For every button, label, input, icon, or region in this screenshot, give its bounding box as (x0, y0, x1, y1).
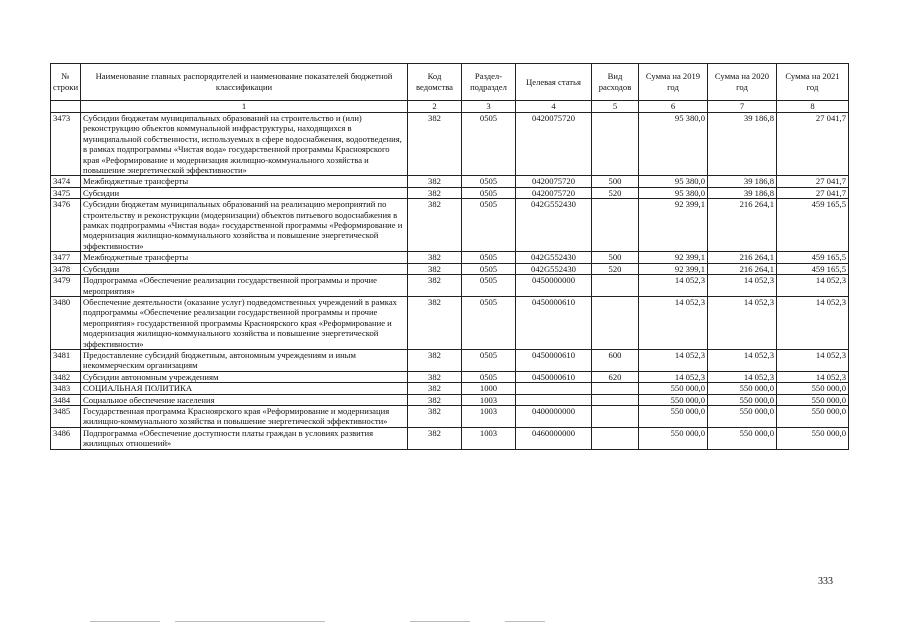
sum-2021: 550 000,0 (777, 405, 849, 427)
expense-type: 520 (592, 187, 639, 198)
row-number: 3474 (51, 176, 81, 187)
sum-2020: 550 000,0 (708, 405, 777, 427)
table-row (51, 349, 849, 371)
sum-2021: 459 165,5 (777, 263, 849, 274)
header-sum-2021: Сумма на 2021 год (777, 64, 849, 101)
sum-2019: 95 380,0 (639, 176, 708, 187)
sum-2021: 550 000,0 (777, 427, 849, 449)
section-code: 0505 (462, 275, 516, 297)
expense-type (592, 113, 639, 176)
department-code: 382 (408, 176, 462, 187)
department-code: 382 (408, 113, 462, 176)
department-code: 382 (408, 296, 462, 349)
expense-type (592, 405, 639, 427)
sum-2021: 550 000,0 (777, 383, 849, 394)
department-code: 382 (408, 405, 462, 427)
section-code: 1003 (462, 394, 516, 405)
row-name: Предоставление субсидий бюджетным, автономным учреждениям и иным некоммерческим организациям (81, 349, 408, 371)
row-name: Обеспечение деятельности (оказание услуг) подведомственных учреждений в рамках подпрограммы «Обеспечение реализации государственной программы и прочие мероприятия» государственной программы Красноярского края «Реформирование и модернизация жилищно-коммунального хозяйства и повышение энергетической эффективности» (81, 296, 408, 349)
row-name: Субсидии бюджетам муниципальных образований на реализацию мероприятий по строительству и реконструкции (модернизации) объектов питьевого водоснабжения в рамках подпрограммы «Чистая вода» государственной программы «Реформирование и модернизация жилищно-коммунального хозяйства и повышение энергетической эффективности» (81, 199, 408, 252)
sum-2019: 14 052,3 (639, 349, 708, 371)
column-number: 2 (408, 101, 462, 113)
column-number: 7 (708, 101, 777, 113)
row-number: 3475 (51, 187, 81, 198)
table-row (51, 199, 849, 252)
column-number (51, 101, 81, 113)
sum-2019: 14 052,3 (639, 371, 708, 382)
table-row (51, 187, 849, 198)
target-article (516, 383, 592, 394)
budget-table (50, 63, 849, 450)
expense-type (592, 383, 639, 394)
table-row (51, 263, 849, 274)
row-name: Государственная программа Красноярского края «Реформирование и модернизация жилищно-коммунального хозяйства и повышение энергетической эффективности» (81, 405, 408, 427)
target-article (516, 394, 592, 405)
department-code: 382 (408, 371, 462, 382)
section-code: 1003 (462, 405, 516, 427)
row-name: Социальное обеспечение населения (81, 394, 408, 405)
expense-type (592, 275, 639, 297)
sum-2021: 459 165,5 (777, 252, 849, 263)
column-number: 1 (81, 101, 408, 113)
target-article: 042G552430 (516, 263, 592, 274)
department-code: 382 (408, 349, 462, 371)
expense-type (592, 199, 639, 252)
scan-artifact-line (90, 621, 160, 622)
department-code: 382 (408, 383, 462, 394)
header-sum-2020: Сумма на 2020 год (708, 64, 777, 101)
sum-2021: 14 052,3 (777, 349, 849, 371)
department-code: 382 (408, 199, 462, 252)
row-name: Межбюджетные трансферты (81, 252, 408, 263)
page-number: 333 (818, 576, 833, 587)
sum-2019: 92 399,1 (639, 252, 708, 263)
target-article: 0450000610 (516, 371, 592, 382)
sum-2021: 459 165,5 (777, 199, 849, 252)
row-number: 3485 (51, 405, 81, 427)
sum-2019: 95 380,0 (639, 187, 708, 198)
header-sum-2019: Сумма на 2019 год (639, 64, 708, 101)
sum-2020: 550 000,0 (708, 427, 777, 449)
row-number: 3473 (51, 113, 81, 176)
target-article: 0450000610 (516, 296, 592, 349)
expense-type: 600 (592, 349, 639, 371)
sum-2020: 14 052,3 (708, 371, 777, 382)
target-article: 0450000000 (516, 275, 592, 297)
expense-type (592, 296, 639, 349)
target-article: 042G552430 (516, 199, 592, 252)
section-code: 1000 (462, 383, 516, 394)
sum-2021: 27 041,7 (777, 113, 849, 176)
sum-2021: 550 000,0 (777, 394, 849, 405)
department-code: 382 (408, 263, 462, 274)
row-name: Субсидии автономным учреждениям (81, 371, 408, 382)
row-number: 3479 (51, 275, 81, 297)
expense-type: 620 (592, 371, 639, 382)
section-code: 0505 (462, 371, 516, 382)
sum-2020: 216 264,1 (708, 263, 777, 274)
header-row-number: № строки (51, 64, 81, 101)
table-row (51, 275, 849, 297)
section-code: 0505 (462, 187, 516, 198)
header-name: Наименование главных распорядителей и наименование показателей бюджетной классификации (81, 64, 408, 101)
sum-2019: 92 399,1 (639, 263, 708, 274)
sum-2020: 14 052,3 (708, 275, 777, 297)
header-expense-type: Вид расходов (592, 64, 639, 101)
section-code: 0505 (462, 349, 516, 371)
sum-2019: 14 052,3 (639, 296, 708, 349)
row-number: 3482 (51, 371, 81, 382)
row-name: Подпрограмма «Обеспечение реализации государственной программы и прочие мероприятия» (81, 275, 408, 297)
sum-2020: 39 186,8 (708, 187, 777, 198)
target-article: 0420075720 (516, 113, 592, 176)
section-code: 0505 (462, 296, 516, 349)
row-name: Субсидии (81, 263, 408, 274)
sum-2021: 14 052,3 (777, 275, 849, 297)
column-number: 6 (639, 101, 708, 113)
row-number: 3481 (51, 349, 81, 371)
table-row (51, 371, 849, 382)
sum-2020: 14 052,3 (708, 296, 777, 349)
row-number: 3478 (51, 263, 81, 274)
column-number: 3 (462, 101, 516, 113)
table-row (51, 394, 849, 405)
section-code: 0505 (462, 199, 516, 252)
scan-artifact-line (175, 621, 325, 622)
sum-2020: 14 052,3 (708, 349, 777, 371)
sum-2020: 550 000,0 (708, 394, 777, 405)
table-row (51, 296, 849, 349)
row-number: 3477 (51, 252, 81, 263)
sum-2020: 550 000,0 (708, 383, 777, 394)
sum-2021: 14 052,3 (777, 296, 849, 349)
row-name: Подпрограмма «Обеспечение доступности платы граждан в условиях развития жилищных отношений» (81, 427, 408, 449)
sum-2021: 27 041,7 (777, 176, 849, 187)
column-number: 8 (777, 101, 849, 113)
target-article: 0420075720 (516, 187, 592, 198)
target-article: 0460000000 (516, 427, 592, 449)
section-code: 0505 (462, 113, 516, 176)
target-article: 042G552430 (516, 252, 592, 263)
header-target-article: Целевая статья (516, 64, 592, 101)
row-name: СОЦИАЛЬНАЯ ПОЛИТИКА (81, 383, 408, 394)
target-article: 0420075720 (516, 176, 592, 187)
section-code: 0505 (462, 263, 516, 274)
expense-type (592, 394, 639, 405)
sum-2020: 39 186,8 (708, 176, 777, 187)
scan-artifact-line (505, 621, 545, 622)
sum-2019: 14 052,3 (639, 275, 708, 297)
sum-2019: 550 000,0 (639, 394, 708, 405)
sum-2019: 95 380,0 (639, 113, 708, 176)
expense-type: 500 (592, 252, 639, 263)
target-article: 0400000000 (516, 405, 592, 427)
expense-type: 520 (592, 263, 639, 274)
sum-2019: 550 000,0 (639, 405, 708, 427)
header-section: Раздел-подраздел (462, 64, 516, 101)
table-row (51, 176, 849, 187)
row-name: Субсидии бюджетам муниципальных образований на строительство и (или) реконструкцию объектов коммунальной инфраструктуры, находящихся в муниципальной собственности, используемых в сфере водоснабжения, водоотведения, в рамках подпрограммы «Чистая вода» государственной программы Красноярского края «Реформирование и модернизация жилищно-коммунального хозяйства и повышение энергетической эффективности» (81, 113, 408, 176)
column-number: 5 (592, 101, 639, 113)
row-number: 3480 (51, 296, 81, 349)
expense-type: 500 (592, 176, 639, 187)
sum-2021: 14 052,3 (777, 371, 849, 382)
sum-2019: 550 000,0 (639, 427, 708, 449)
row-number: 3483 (51, 383, 81, 394)
sum-2020: 216 264,1 (708, 199, 777, 252)
row-number: 3476 (51, 199, 81, 252)
sum-2020: 216 264,1 (708, 252, 777, 263)
table-row (51, 383, 849, 394)
row-name: Межбюджетные трансферты (81, 176, 408, 187)
sum-2019: 550 000,0 (639, 383, 708, 394)
header-department-code: Код ведомства (408, 64, 462, 101)
target-article: 0450000610 (516, 349, 592, 371)
table-row (51, 252, 849, 263)
column-number-row (51, 101, 849, 113)
row-name: Субсидии (81, 187, 408, 198)
header-row (51, 64, 849, 101)
section-code: 0505 (462, 176, 516, 187)
table-body (51, 113, 849, 450)
department-code: 382 (408, 275, 462, 297)
section-code: 1003 (462, 427, 516, 449)
expense-type (592, 427, 639, 449)
sum-2019: 92 399,1 (639, 199, 708, 252)
row-number: 3484 (51, 394, 81, 405)
table-row (51, 427, 849, 449)
sum-2020: 39 186,8 (708, 113, 777, 176)
column-number: 4 (516, 101, 592, 113)
sum-2021: 27 041,7 (777, 187, 849, 198)
scan-artifact-line (410, 621, 470, 622)
section-code: 0505 (462, 252, 516, 263)
department-code: 382 (408, 187, 462, 198)
department-code: 382 (408, 394, 462, 405)
department-code: 382 (408, 252, 462, 263)
row-number: 3486 (51, 427, 81, 449)
table-row (51, 113, 849, 176)
table-row (51, 405, 849, 427)
department-code: 382 (408, 427, 462, 449)
